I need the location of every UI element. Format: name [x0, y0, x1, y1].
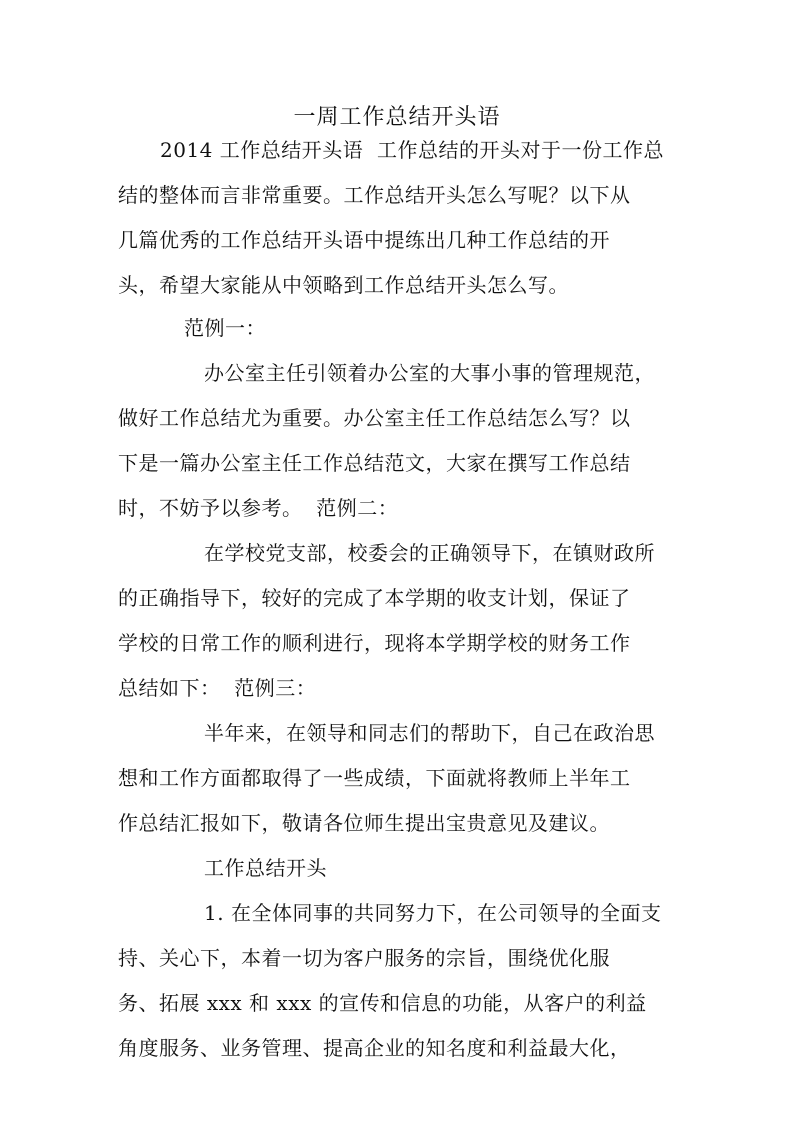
- paragraph-line: 2014 工作总结开头语 工作总结的开头对于一份工作总: [160, 138, 664, 162]
- paragraph-line: 半年来，在领导和同志们的帮助下，自己在政治思: [204, 721, 655, 745]
- paragraph-line: 作总结汇报如下，敬请各位师生提出宝贵意见及建议。: [118, 811, 610, 835]
- paragraph-line: 时，不妨予以参考。 范例二：: [118, 496, 399, 520]
- paragraph-line: 下是一篇办公室主任工作总结范文，大家在撰写工作总结: [118, 451, 631, 475]
- paragraph-line: 持、关心下，本着一切为客户服务的宗旨，围绕优化服: [118, 946, 610, 970]
- paragraph-line: 想和工作方面都取得了一些成绩，下面就将教师上半年工: [118, 766, 631, 790]
- paragraph-line: 1. 在全体同事的共同努力下，在公司领导的全面支: [204, 901, 662, 925]
- paragraph-line: 角度服务、业务管理、提高企业的知名度和利益最大化，: [118, 1036, 631, 1060]
- paragraph-line: 范例一：: [184, 316, 266, 340]
- paragraph-line: 结的整体而言非常重要。工作总结开头怎么写呢？以下从: [118, 183, 631, 207]
- paragraph-line: 在学校党支部，校委会的正确领导下，在镇财政所: [204, 541, 655, 565]
- paragraph-line: 几篇优秀的工作总结开头语中提练出几种工作总结的开: [118, 228, 610, 252]
- paragraph-line: 头，希望大家能从中领略到工作总结开头怎么写。: [118, 273, 569, 297]
- paragraph-line: 学校的日常工作的顺利进行，现将本学期学校的财务工作: [118, 631, 631, 655]
- paragraph-line: 总结如下： 范例三：: [118, 676, 317, 700]
- document-title: 一周工作总结开头语: [293, 105, 501, 130]
- paragraph-line: 工作总结开头: [204, 856, 327, 880]
- paragraph-line: 务、拓展 xxx 和 xxx 的宣传和信息的功能，从客户的利益: [118, 991, 647, 1015]
- paragraph-line: 的正确指导下，较好的完成了本学期的收支计划，保证了: [118, 586, 631, 610]
- paragraph-line: 办公室主任引领着办公室的大事小事的管理规范，: [204, 361, 655, 385]
- paragraph-line: 做好工作总结尤为重要。办公室主任工作总结怎么写？以: [118, 406, 631, 430]
